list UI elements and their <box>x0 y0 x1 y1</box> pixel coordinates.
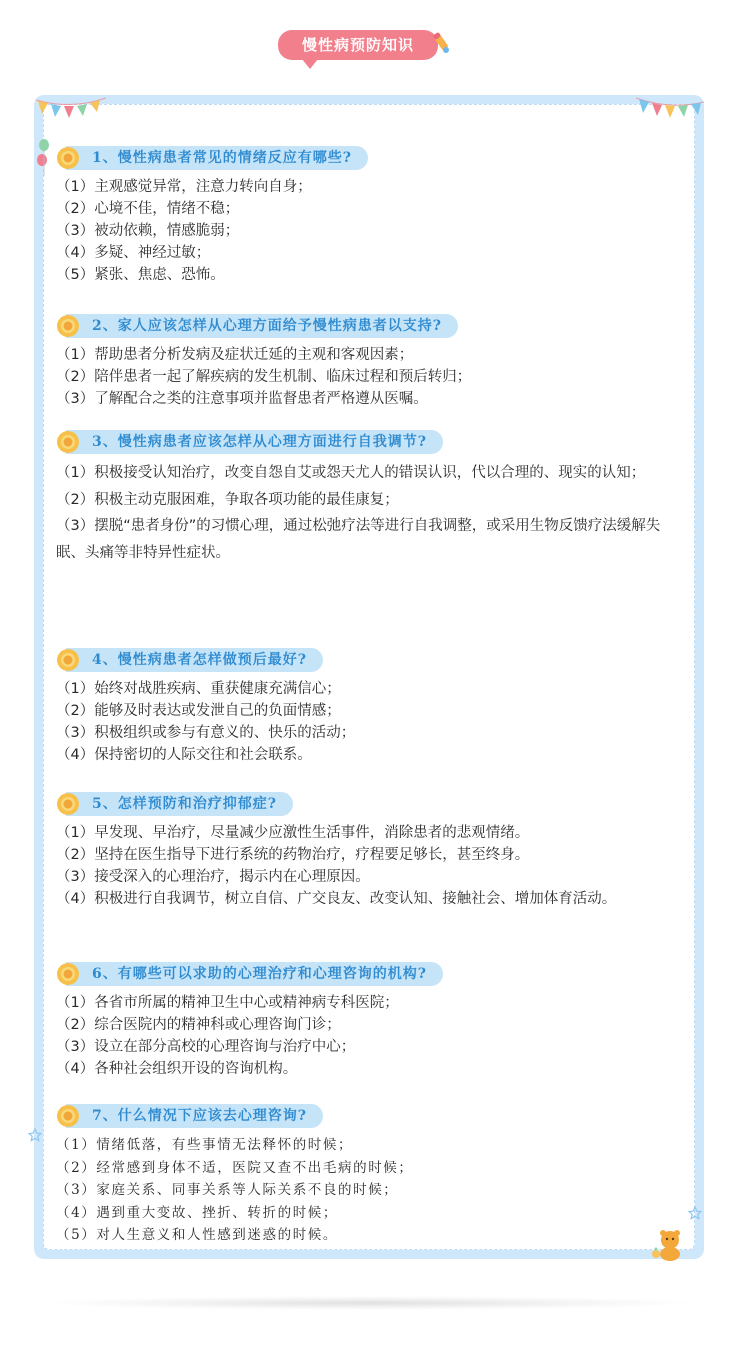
bunting-left-icon <box>36 96 106 122</box>
faq-section-2 <box>56 314 686 410</box>
answer-line: （2）综合医院内的精神科或心理咨询门诊； <box>56 1017 341 1033</box>
sunflower-icon <box>56 962 80 986</box>
answer-line: （4）保持密切的人际交往和社会联系。 <box>56 747 312 763</box>
sunflower-icon <box>56 146 80 170</box>
answer-line: （3）摆脱“患者身份”的习惯心理，通过松弛疗法等进行自我调整，或采用生物反馈疗法缓解失眠、头痛等非特异性症状。 <box>56 518 661 561</box>
question-heading: 2、家人应该怎样从心理方面给予慢性病患者以支持? <box>66 314 458 338</box>
question-row <box>56 1104 686 1128</box>
question-row <box>56 792 686 816</box>
bunting-right-icon <box>636 96 704 124</box>
answer-line: （3）接受深入的心理治疗，揭示内在心理原因。 <box>56 869 370 885</box>
answer-line: （1）帮助患者分析发病及症状迁延的主观和客观因素； <box>56 347 414 363</box>
answer-line: （3）家庭关系、同事关系等人际关系不良的时候； <box>56 1182 399 1198</box>
sunflower-icon <box>56 792 80 816</box>
question-row <box>56 962 686 986</box>
answer-line: （2）能够及时表达或发泄自己的负面情感； <box>56 703 341 719</box>
faq-section-1 <box>56 146 686 286</box>
answer-list <box>56 460 686 566</box>
answer-line: （2）陪伴患者一起了解疾病的发生机制、临床过程和预后转归； <box>56 369 472 385</box>
question-row <box>56 430 686 454</box>
question-row <box>56 648 686 672</box>
faq-section-4 <box>56 648 686 766</box>
answer-line: （4）各种社会组织开设的咨询机构。 <box>56 1061 298 1077</box>
answer-line: （2）积极主动克服困难，争取各项功能的最佳康复； <box>56 491 399 508</box>
question-heading: 3、慢性病患者应该怎样从心理方面进行自我调节? <box>66 430 443 454</box>
answer-list <box>56 992 686 1080</box>
answer-line: （4）遇到重大变故、挫折、转折的时候； <box>56 1204 338 1221</box>
sunflower-icon <box>56 314 80 338</box>
question-row <box>56 314 686 338</box>
sunflower-icon <box>56 648 80 672</box>
answer-line: （1）积极接受认知治疗，改变自怨自艾或怨天尤人的错误认识，代以合理的、现实的认知； <box>56 465 646 481</box>
question-row <box>56 146 686 170</box>
answer-line: （3）设立在部分高校的心理咨询与治疗中心； <box>56 1039 356 1055</box>
speech-bubble-tail <box>302 59 318 69</box>
answer-line: （1）早发现、早治疗，尽量减少应激性生活事件，消除患者的悲观情绪。 <box>56 825 530 841</box>
star-icon <box>28 1128 42 1142</box>
answer-line: （5）对人生意义和人性感到迷惑的时候。 <box>56 1227 338 1243</box>
answer-line: （5）紧张、焦虑、恐怖。 <box>56 267 225 283</box>
sunflower-icon <box>56 1104 80 1128</box>
answer-line: （2）坚持在医生指导下进行系统的药物治疗，疗程要足够长，甚至终身。 <box>56 847 530 863</box>
faq-section-3 <box>56 430 686 566</box>
question-heading: 7、什么情况下应该去心理咨询? <box>66 1104 323 1128</box>
answer-line: （3）了解配合之类的注意事项并监督患者严格遵从医嘱。 <box>56 391 428 407</box>
answer-list <box>56 822 686 910</box>
pencil-icon <box>430 30 452 56</box>
bear-mascot-icon <box>648 1226 692 1262</box>
answer-line: （1）始终对战胜疾病、重获健康充满信心； <box>56 681 341 697</box>
faq-section-6 <box>56 962 686 1080</box>
answer-list <box>56 176 686 286</box>
question-heading: 4、慢性病患者怎样做预后最好? <box>66 648 323 672</box>
answer-line: （1）各省市所属的精神卫生中心或精神病专科医院； <box>56 995 399 1011</box>
answer-line: （1）情绪低落，有些事情无法释怀的时候； <box>56 1137 354 1153</box>
bottom-shadow <box>40 1296 700 1310</box>
balloons-icon <box>36 138 52 178</box>
answer-line: （3）被动依赖，情感脆弱； <box>56 223 240 239</box>
answer-list <box>56 678 686 766</box>
question-heading: 5、怎样预防和治疗抑郁症? <box>66 792 293 816</box>
faq-section-7 <box>56 1104 686 1247</box>
page-title <box>278 30 438 60</box>
answer-list <box>56 344 686 410</box>
page-title-text: 慢性病预防知识 <box>301 36 414 54</box>
question-heading: 1、慢性病患者常见的情绪反应有哪些? <box>66 146 368 170</box>
star-icon <box>688 1206 702 1220</box>
answer-line: （4）多疑、神经过敏； <box>56 245 211 261</box>
answer-line: （4）积极进行自我调节，树立自信、广交良友、改变认知、接触社会、增加体育活动。 <box>56 891 617 907</box>
answer-line: （1）主观感觉异常，注意力转向自身； <box>56 179 312 195</box>
answer-line: （3）积极组织或参与有意义的、快乐的活动； <box>56 725 356 741</box>
sunflower-icon <box>56 430 80 454</box>
question-heading: 6、有哪些可以求助的心理治疗和心理咨询的机构? <box>66 962 443 986</box>
answer-list <box>56 1134 686 1247</box>
faq-section-5 <box>56 792 686 910</box>
answer-line: （2）心境不佳，情绪不稳； <box>56 201 240 217</box>
answer-line: （2）经常感到身体不适，医院又查不出毛病的时候； <box>56 1159 414 1176</box>
